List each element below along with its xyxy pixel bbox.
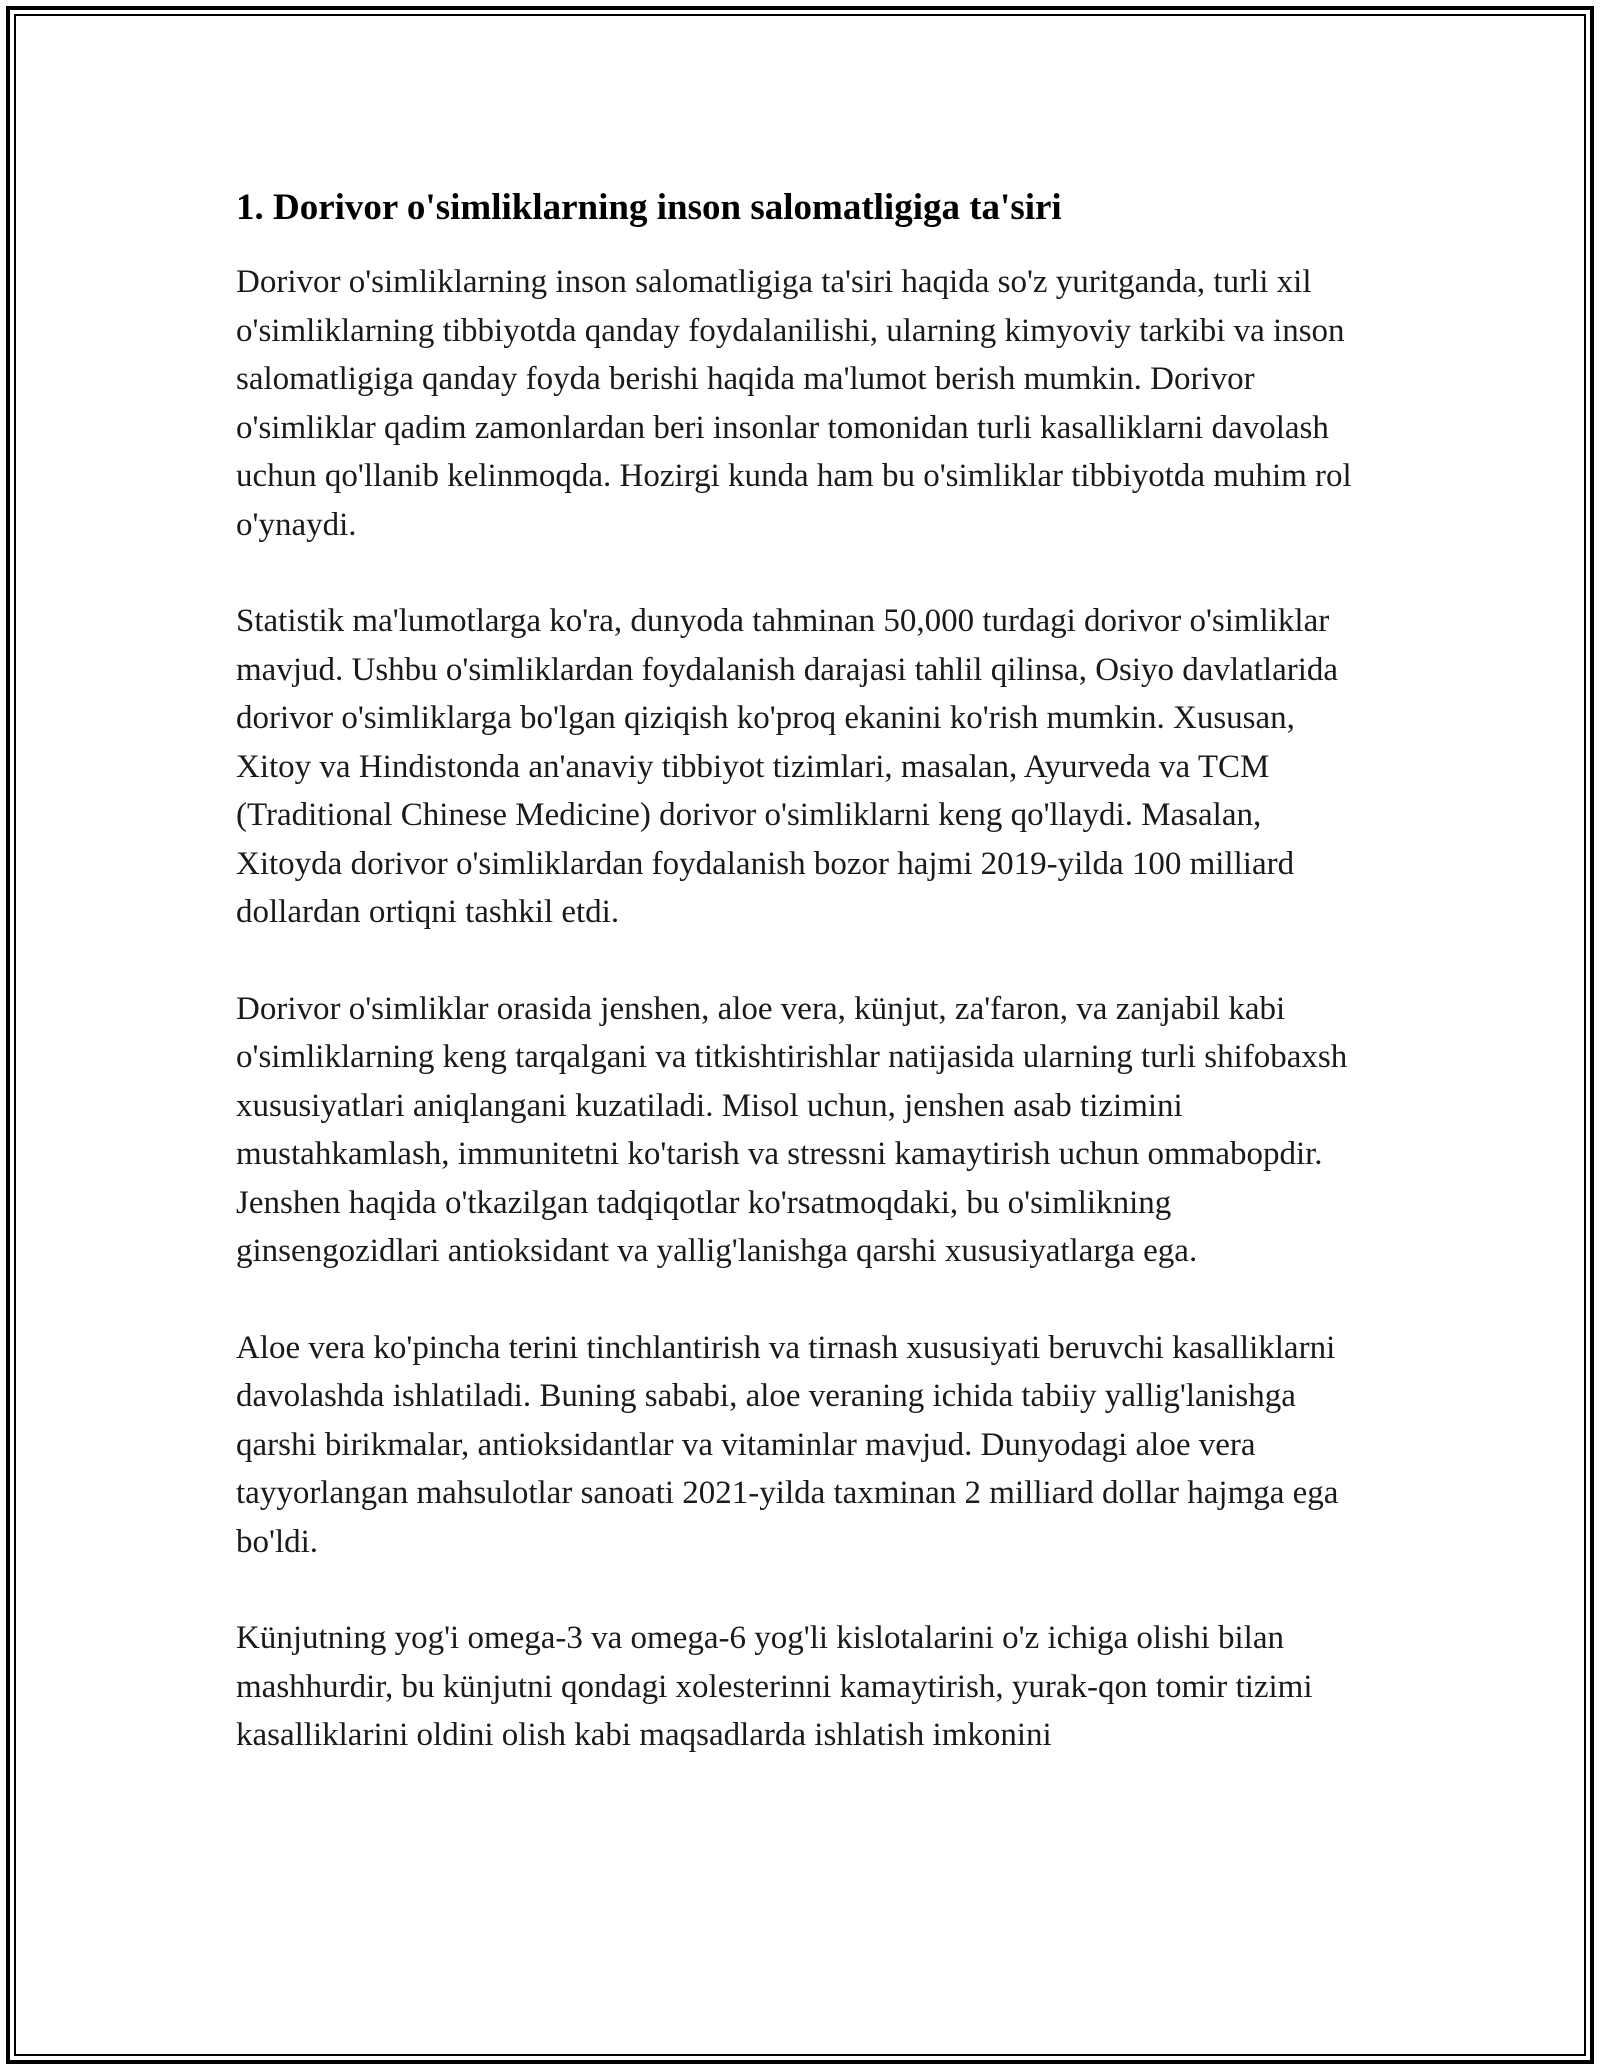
section-heading: 1. Dorivor o'simliklarning inson salomatligiga ta'siri <box>236 187 1062 228</box>
paragraph-4: Aloe vera ko'pincha terini tinchlantirish va tirnash xususiyati beruvchi kasalliklarni davolashda ishlatiladi. Buning sababi, aloe veraning ichida tabiiy yallig'lanishga qarshi birikmalar, antioksidantlar va vitaminlar mavjud. Dunyodagi aloe vera tayyorlangan mahsulotlar sanoati 2021-yilda taxminan 2 milliard dollar hajmga ega bo'ldi. <box>236 1329 1339 1560</box>
paragraph-3: Dorivor o'simliklar orasida jenshen, aloe vera, künjut, za'faron, va zanjabil kabi o'simliklarning keng tarqalgani va titkishtirishlar natijasida ularning turli shifobaxsh xususiyatlari aniqlangani kuzatiladi. Misol uchun, jenshen asab tizimini mustahkamlash, immunitetni ko'tarish va stressni kamaytirish uchun ommabopdir. Jenshen haqida o'tkazilgan tadqiqotlar ko'rsatmoqdaki, bu o'simlikning ginsengozidlari antioksidant va yallig'lanishga qarshi xususiyatlarga ega. <box>236 990 1348 1270</box>
paragraph-5: Künjutning yog'i omega-3 va omega-6 yog'li kislotalarini o'z ichiga olishi bilan mashhurdir, bu künjutni qondagi xolesterinni kamaytirish, yurak-qon tomir tizimi kasalliklarini oldini olish kabi maqsadlarda ishlatish imkonini <box>236 1620 1313 1754</box>
paragraph-1: Dorivor o'simliklarning inson salomatligiga ta'siri haqida so'z yuritganda, turli xil o'simliklarning tibbiyotda qanday foydalanilishi, ularning kimyoviy tarkibi va inson salomatligiga qanday foyda berishi haqida ma'lumot berish mumkin. Dorivor o'simliklar qadim zamonlardan beri insonlar tomonidan turli kasalliklarni davolash uchun qo'llanib kelinmoqda. Hozirgi kunda ham bu o'simliklar tibbiyotda muhim rol o'ynaydi. <box>236 264 1352 543</box>
document-body <box>236 184 1366 1808</box>
paragraph-2: Statistik ma'lumotlarga ko'ra, dunyoda tahminan 50,000 turdagi dorivor o'simliklar mavjud. Ushbu o'simliklardan foydalanish darajasi tahlil qilinsa, Osiyo davlatlarida dorivor o'simliklarga bo'lgan qiziqish ko'proq ekanini ko'rish mumkin. Xususan, Xitoy va Hindistonda an'anaviy tibbiyot tizimlari, masalan, Ayurveda va TCM (Traditional Chinese Medicine) dorivor o'simliklarni keng qo'llaydi. Masalan, Xitoyda dorivor o'simliklardan foydalanish bozor hajmi 2019-yilda 100 milliard dollardan ortiqni tashkil etdi. <box>236 603 1339 931</box>
